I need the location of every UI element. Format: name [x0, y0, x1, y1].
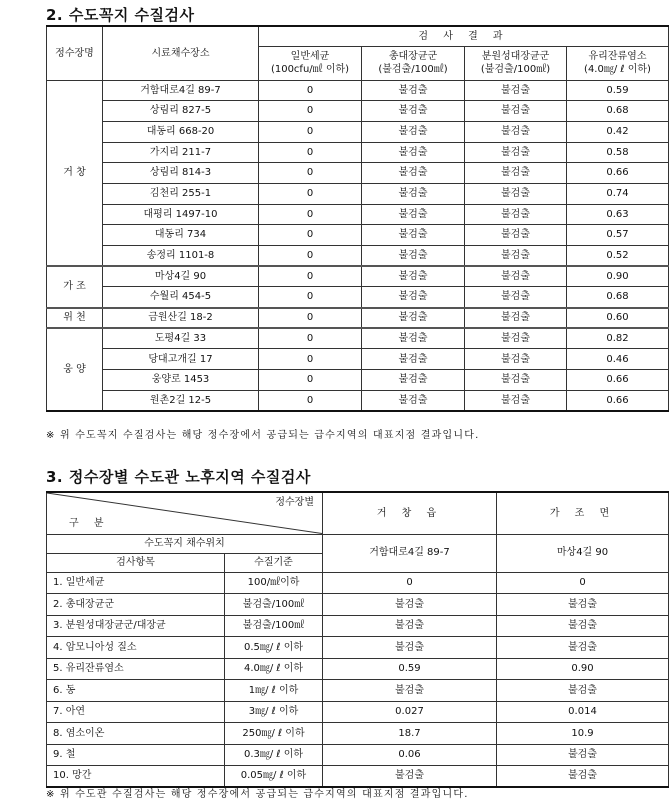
gajo-value-cell: 불검출	[497, 680, 669, 702]
geochang-value-cell: 0.59	[323, 658, 497, 680]
location-cell: 거함대로4길 89-7	[103, 80, 259, 101]
location-cell: 대평리 1497-10	[103, 204, 259, 225]
coliform-cell: 불검출	[362, 266, 465, 287]
standard-cell: 4.0㎎/ ℓ 이하	[225, 658, 323, 680]
plant-name-cell: 위 천	[47, 308, 103, 329]
gajo-value-cell: 0	[497, 572, 669, 594]
item-cell: 1. 일반세균	[47, 572, 225, 594]
plant-name-cell: 거 창	[47, 80, 103, 266]
fecal-cell: 불검출	[465, 390, 567, 411]
coliform-cell: 불검출	[362, 390, 465, 411]
chlorine-cell: 0.66	[567, 163, 669, 184]
bacteria-cell: 0	[259, 121, 362, 142]
location-cell: 금원산길 18-2	[103, 308, 259, 329]
coliform-cell: 불검출	[362, 101, 465, 122]
table-row	[47, 266, 669, 287]
chlorine-cell: 0.82	[567, 328, 669, 349]
chlorine-cell: 0.57	[567, 225, 669, 246]
table-row	[47, 204, 669, 225]
fecal-cell: 불검출	[465, 308, 567, 329]
header-item: 검사항목	[47, 553, 225, 572]
plant-name-cell: 가 조	[47, 266, 103, 307]
fecal-cell: 불검출	[465, 328, 567, 349]
geochang-value-cell: 0.06	[323, 744, 497, 766]
location-cell: 대동리 668-20	[103, 121, 259, 142]
fecal-cell: 불검출	[465, 287, 567, 308]
coliform-cell: 불검출	[362, 246, 465, 267]
table-row	[47, 572, 669, 594]
location-cell: 상림리 827-5	[103, 101, 259, 122]
coliform-cell: 불검출	[362, 183, 465, 204]
gajo-value-cell: 불검출	[497, 594, 669, 616]
header-coliform-std: (불검출/100㎖)	[378, 64, 448, 75]
header-bacteria-label: 일반세균	[290, 50, 330, 62]
header-standard: 수질기준	[225, 553, 323, 572]
geochang-value-cell: 불검출	[323, 680, 497, 702]
header-plant: 정수장명	[47, 26, 103, 80]
geochang-value-cell: 불검출	[323, 766, 497, 788]
header-diagonal-cell	[47, 492, 323, 534]
plant-name-cell: 웅 양	[47, 328, 103, 411]
fecal-cell: 불검출	[465, 225, 567, 246]
location-cell: 수월리 454-5	[103, 287, 259, 308]
header-bacteria	[259, 46, 362, 80]
bacteria-cell: 0	[259, 163, 362, 184]
item-cell: 8. 염소이온	[47, 723, 225, 745]
bacteria-cell: 0	[259, 390, 362, 411]
item-cell: 2. 총대장균군	[47, 594, 225, 616]
standard-cell: 0.5㎎/ ℓ 이하	[225, 637, 323, 659]
table-row	[47, 142, 669, 163]
item-cell: 4. 암모니아성 질소	[47, 637, 225, 659]
table-row	[47, 225, 669, 246]
chlorine-cell: 0.42	[567, 121, 669, 142]
table-row	[47, 163, 669, 184]
geochang-value-cell: 불검출	[323, 615, 497, 637]
header-gajo: 가 조 면	[497, 492, 669, 534]
location-cell: 김천리 255-1	[103, 183, 259, 204]
standard-cell: 0.3㎎/ ℓ 이하	[225, 744, 323, 766]
section2-note: ※ 위 수도관 수질검사는 해당 정수장에서 공급되는 급수지역의 대표지점 결과입니다.	[46, 789, 469, 800]
coliform-cell: 불검출	[362, 225, 465, 246]
fecal-cell: 불검출	[465, 142, 567, 163]
item-cell: 6. 동	[47, 680, 225, 702]
header-plant-label: 정수장별	[275, 497, 314, 508]
table-row	[47, 615, 669, 637]
bacteria-cell: 0	[259, 370, 362, 391]
bacteria-cell: 0	[259, 266, 362, 287]
tap-water-table-body	[47, 80, 669, 411]
table-row	[47, 723, 669, 745]
chlorine-cell: 0.63	[567, 204, 669, 225]
table-row	[47, 349, 669, 370]
gajo-value-cell: 불검출	[497, 637, 669, 659]
table-row	[47, 328, 669, 349]
fecal-cell: 불검출	[465, 80, 567, 101]
geochang-value-cell: 0	[323, 572, 497, 594]
fecal-cell: 불검출	[465, 266, 567, 287]
fecal-cell: 불검출	[465, 349, 567, 370]
coliform-cell: 불검출	[362, 308, 465, 329]
gajo-value-cell: 불검출	[497, 615, 669, 637]
header-fecal-std: (불검출/100㎖)	[480, 64, 551, 75]
table-row	[47, 121, 669, 142]
location-cell: 상림리 814-3	[103, 163, 259, 184]
coliform-cell: 불검출	[362, 121, 465, 142]
section1-note: ※ 위 수도꼭지 수질검사는 해당 정수장에서 공급되는 급수지역의 대표지점 결과입니다.	[46, 430, 480, 441]
header-geochang: 거 창 읍	[323, 492, 497, 534]
coliform-cell: 불검출	[362, 80, 465, 101]
coliform-cell: 불검출	[362, 142, 465, 163]
chlorine-cell: 0.68	[567, 287, 669, 308]
geochang-location: 거함대로4길 89-7	[323, 534, 497, 572]
location-cell: 마상4길 90	[103, 266, 259, 287]
location-cell: 당대고개길 17	[103, 349, 259, 370]
location-cell: 웅양로 1453	[103, 370, 259, 391]
fecal-cell: 불검출	[465, 163, 567, 184]
chlorine-cell: 0.46	[567, 349, 669, 370]
header-tap-location: 수도꼭지 채수위치	[47, 534, 323, 553]
standard-cell: 불검출/100㎖	[225, 594, 323, 616]
location-cell: 가지리 211-7	[103, 142, 259, 163]
section1-title: 2. 수도꼭지 수질검사	[46, 6, 195, 24]
standard-cell: 불검출/100㎖	[225, 615, 323, 637]
location-cell: 원촌2길 12-5	[103, 390, 259, 411]
table-row	[47, 766, 669, 788]
bacteria-cell: 0	[259, 246, 362, 267]
coliform-cell: 불검출	[362, 204, 465, 225]
chlorine-cell: 0.52	[567, 246, 669, 267]
header-coliform-label: 총대장균군	[388, 50, 438, 62]
header-fecal-label: 분원성대장균군	[481, 50, 550, 62]
table-row	[47, 680, 669, 702]
bacteria-cell: 0	[259, 287, 362, 308]
item-cell: 10. 망간	[47, 766, 225, 788]
geochang-value-cell: 불검출	[323, 637, 497, 659]
coliform-cell: 불검출	[362, 163, 465, 184]
table-row	[47, 744, 669, 766]
fecal-cell: 불검출	[465, 204, 567, 225]
gajo-value-cell: 10.9	[497, 723, 669, 745]
chlorine-cell: 0.59	[567, 80, 669, 101]
location-cell: 송정리 1101-8	[103, 246, 259, 267]
item-cell: 9. 철	[47, 744, 225, 766]
bacteria-cell: 0	[259, 204, 362, 225]
chlorine-cell: 0.66	[567, 390, 669, 411]
chlorine-cell: 0.90	[567, 266, 669, 287]
chlorine-cell: 0.74	[567, 183, 669, 204]
table-row	[47, 701, 669, 723]
bacteria-cell: 0	[259, 349, 362, 370]
coliform-cell: 불검출	[362, 287, 465, 308]
fecal-cell: 불검출	[465, 246, 567, 267]
chlorine-cell: 0.60	[567, 308, 669, 329]
fecal-cell: 불검출	[465, 183, 567, 204]
table-row	[47, 637, 669, 659]
table-row	[47, 80, 669, 101]
tap-water-table	[46, 25, 669, 412]
standard-cell: 1㎎/ ℓ 이하	[225, 680, 323, 702]
fecal-cell: 불검출	[465, 370, 567, 391]
table-row	[47, 658, 669, 680]
bacteria-cell: 0	[259, 142, 362, 163]
gajo-value-cell: 불검출	[497, 766, 669, 788]
coliform-cell: 불검출	[362, 349, 465, 370]
coliform-cell: 불검출	[362, 370, 465, 391]
header-coliform	[362, 46, 465, 80]
table-row	[47, 594, 669, 616]
standard-cell: 250㎎/ ℓ 이하	[225, 723, 323, 745]
gajo-value-cell: 불검출	[497, 744, 669, 766]
bacteria-cell: 0	[259, 308, 362, 329]
gajo-location: 마상4길 90	[497, 534, 669, 572]
table-row	[47, 390, 669, 411]
header-fecal	[465, 46, 567, 80]
table-row	[47, 308, 669, 329]
header-location: 시료채수장소	[103, 26, 259, 80]
gajo-value-cell: 0.90	[497, 658, 669, 680]
header-bacteria-std: (100cfu/㎖ 이하)	[270, 64, 350, 75]
location-cell: 도평4길 33	[103, 328, 259, 349]
table-row	[47, 287, 669, 308]
fecal-cell: 불검출	[465, 121, 567, 142]
bacteria-cell: 0	[259, 80, 362, 101]
chlorine-cell: 0.58	[567, 142, 669, 163]
chlorine-cell: 0.68	[567, 101, 669, 122]
item-cell: 5. 유리잔류염소	[47, 658, 225, 680]
standard-cell: 100/㎖이하	[225, 572, 323, 594]
geochang-value-cell: 18.7	[323, 723, 497, 745]
header-chlorine	[567, 46, 669, 80]
header-chlorine-label: 유리잔류염소	[588, 50, 647, 62]
header-results: 검 사 결 과	[259, 26, 669, 46]
table-row	[47, 246, 669, 267]
table-row	[47, 101, 669, 122]
table-row	[47, 370, 669, 391]
bacteria-cell: 0	[259, 101, 362, 122]
geochang-value-cell: 불검출	[323, 594, 497, 616]
chlorine-cell: 0.66	[567, 370, 669, 391]
item-cell: 7. 아연	[47, 701, 225, 723]
item-cell: 3. 분원성대장균군/대장균	[47, 615, 225, 637]
bacteria-cell: 0	[259, 183, 362, 204]
bacteria-cell: 0	[259, 328, 362, 349]
section2-title: 3. 정수장별 수도관 노후지역 수질검사	[46, 468, 311, 486]
header-chlorine-std: (4.0㎎/ ℓ 이하)	[584, 64, 651, 75]
standard-cell: 0.05㎎/ ℓ 이하	[225, 766, 323, 788]
location-cell: 대동리 734	[103, 225, 259, 246]
table-row	[47, 183, 669, 204]
geochang-value-cell: 0.027	[323, 701, 497, 723]
header-division: 구 분	[69, 518, 110, 529]
coliform-cell: 불검출	[362, 328, 465, 349]
old-pipe-table-body	[47, 572, 669, 787]
standard-cell: 3㎎/ ℓ 이하	[225, 701, 323, 723]
gajo-value-cell: 0.014	[497, 701, 669, 723]
old-pipe-table	[46, 491, 669, 788]
fecal-cell: 불검출	[465, 101, 567, 122]
bacteria-cell: 0	[259, 225, 362, 246]
